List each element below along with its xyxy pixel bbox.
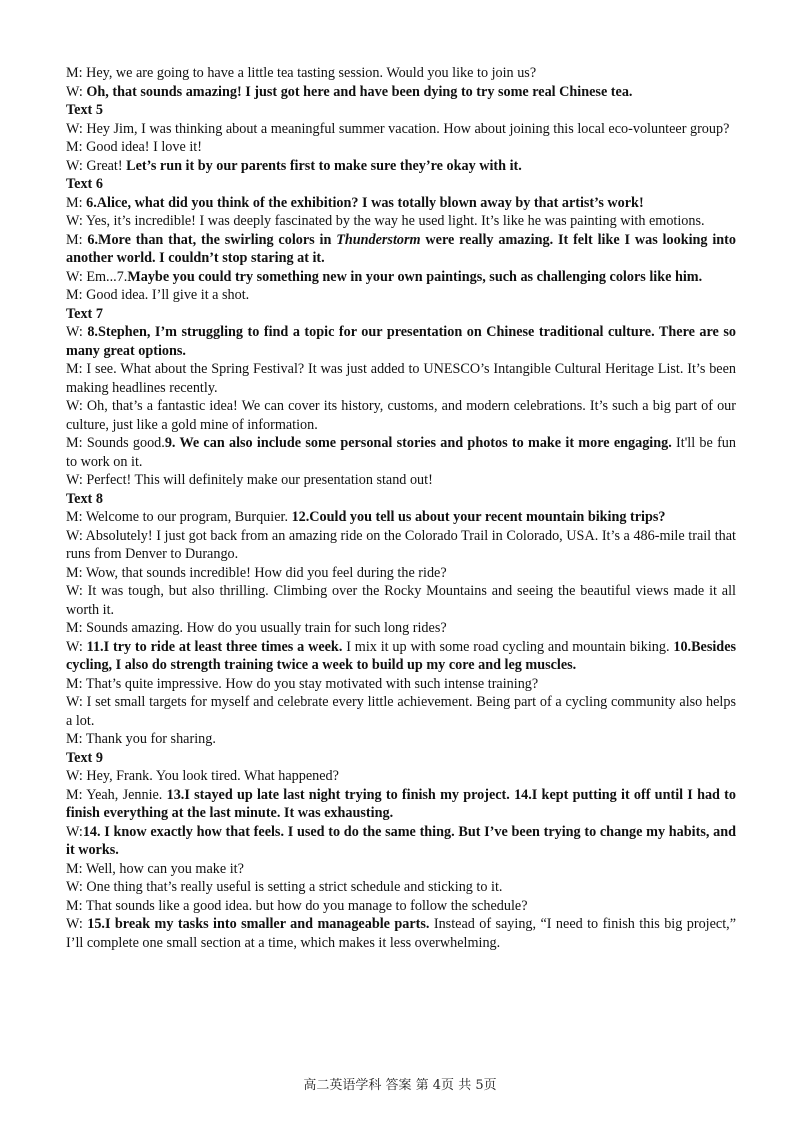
line-text: M: That’s quite impressive. How do you stay motivated with such intense training? [66,675,539,692]
dialogue-line [66,157,736,176]
section-heading [66,305,736,324]
dialogue-line [66,194,736,213]
line-text: M: [66,194,87,211]
line-text: Text 9 [66,749,103,766]
line-text: W: Hey Jim, I was thinking about a meaningful summer vacation. How about joining this local eco-volunteer group? [66,120,730,137]
dialogue-line [66,897,736,916]
dialogue-line [66,83,736,102]
line-text: I mix it up with some road cycling and mountain biking. [342,638,674,655]
page-footer: 高二英语学科 答案 第 4页 共 5页 [303,1078,497,1093]
dialogue-line [66,730,736,749]
dialogue-line [66,582,736,619]
dialogue-line [66,860,736,879]
dialogue-line [66,212,736,231]
dialogue-line [66,619,736,638]
answer-highlight-text: Let’s run it by our parents first to make sure they’re okay with it. [126,157,522,174]
dialogue-line [66,434,736,471]
dialogue-line [66,268,736,287]
answer-highlight-text: 12.Could you tell us about your recent mountain biking trips? [291,509,666,525]
line-text: Text 6 [66,176,103,192]
dialogue-line [66,120,736,139]
document-body [66,64,736,952]
dialogue-line [66,138,736,157]
dialogue-line [66,767,736,786]
dialogue-line [66,564,736,583]
line-text: M: Yeah, Jennie. [66,786,167,803]
line-text: W: Yes, it’s incredible! I was deeply fascinated by the way he used light. It’s like he was painting with emotions. [66,213,705,229]
line-text: W: [66,83,87,100]
line-text: M: Good idea. I’ll give it a shot. [66,287,250,303]
line-text: W: It was tough, but also thrilling. Climbing over the Rocky Mountains and seeing the beautiful views made it all worth it. [66,583,736,618]
dialogue-line [66,915,736,952]
line-text: W: I set small targets for myself and celebrate every little achievement. Being part of a cycling community also helps a lot. [66,694,736,729]
line-text: Text 7 [66,305,103,322]
dialogue-line [66,231,736,268]
answer-highlight-text: 10.Besides cycling, I also do strength training twice a week to build up my core and leg muscles. [66,638,737,673]
dialogue-line [66,64,736,83]
line-text: W: Absolutely! I just got back from an amazing ride on the Colorado Trail in Colorado, USA. It’s a 486-mile trail that runs from Denver to Durango. [66,527,736,562]
dialogue-line [66,286,736,305]
line-text: W: Great! [66,157,127,174]
line-text: M: Well, how can you make it? [66,860,244,877]
dialogue-line [66,878,736,897]
dialogue-line [66,786,736,823]
line-text: W: [66,916,88,932]
section-heading [66,175,736,194]
dialogue-line [66,527,736,564]
section-heading [66,101,736,120]
line-text: M: Sounds amazing. How do you usually train for such long rides? [66,620,447,636]
answer-highlight-text: 13.I stayed up late last night trying to finish my project. 14.I kept putting it off until I had to finish everything at the last minute. It was exhausting. [66,786,737,821]
dialogue-line [66,360,736,397]
line-text: M: Hey, we are going to have a little tea tasting session. Would you like to join us? [66,65,537,81]
dialogue-line [66,471,736,490]
answer-highlight-text: 9. We can also include some personal stories and photos to make it more engaging. [164,435,672,451]
line-text: W: Oh, that’s a fantastic idea! We can cover its history, customs, and modern celebrations. It’s such a big part of our culture, just like a gold mine of information. [66,398,736,433]
answer-highlight-text: 15.I break my tasks into smaller and manageable parts. [87,916,430,932]
line-text: W: [66,823,83,840]
line-text: It'll be fun to work on it. [66,435,736,470]
dialogue-line [66,693,736,730]
line-text: W: [66,324,88,340]
answer-highlight-text: 6.Alice, what did you think of the exhibition? I was totally blown away by that artist’s work! [86,194,644,211]
dialogue-line [66,397,736,434]
answer-highlight-text: were really amazing. It felt like I was looking into another world. I couldn’t stop staring at it. [66,231,736,266]
line-text: M: Wow, that sounds incredible! How did you feel during the ride? [66,564,447,581]
section-heading [66,749,736,768]
line-text: W: Hey, Frank. You look tired. What happened? [66,768,339,784]
line-text: M: That sounds like a good idea. but how do you manage to follow the schedule? [66,897,528,914]
dialogue-line [66,638,736,675]
answer-highlight-text: 14. I know exactly how that feels. I used to do the same thing. But I’ve been trying to change my habits, and it works. [66,823,736,858]
answer-highlight-text: Thunderstorm [336,231,421,248]
answer-highlight-text: Oh, that sounds amazing! I just got here and have been dying to try some real Chinese tea. [86,83,633,100]
answer-highlight-text: Maybe you could try something new in your own paintings, such as challenging colors like him. [127,268,703,285]
line-text: W: Perfect! This will definitely make our presentation stand out! [66,472,433,488]
answer-highlight-text: 6.More than that, the swirling colors in [87,231,337,248]
line-text: M: I see. What about the Spring Festival? It was just added to UNESCO’s Intangible Cultural Heritage List. It’s been making headlines recently. [66,361,736,396]
dialogue-line [66,323,736,360]
answer-highlight-text: 11.I try to ride at least three times a week. [86,638,343,655]
line-text: Text 5 [66,102,103,118]
line-text: M: Sounds good. [66,435,165,451]
section-heading [66,490,736,509]
dialogue-line [66,508,736,527]
answer-highlight-text: 8.Stephen, I’m struggling to find a topic for our presentation on Chinese traditional culture. There are so many great options. [66,324,736,359]
line-text: M: Good idea! I love it! [66,139,202,155]
line-text: M: Thank you for sharing. [66,731,216,747]
line-text: Instead of saying, “I need to finish this big project,” I’ll complete one small section at a time, which makes it less overwhelming. [66,916,736,951]
dialogue-line [66,675,736,694]
line-text: Text 8 [66,490,103,507]
line-text: W: One thing that’s really useful is setting a strict schedule and sticking to it. [66,879,503,895]
line-text: W: Em...7. [66,268,128,285]
line-text: M: [66,231,88,248]
dialogue-line [66,823,736,860]
line-text: W: [66,638,87,655]
line-text: M: Welcome to our program, Burquier. [66,509,292,525]
